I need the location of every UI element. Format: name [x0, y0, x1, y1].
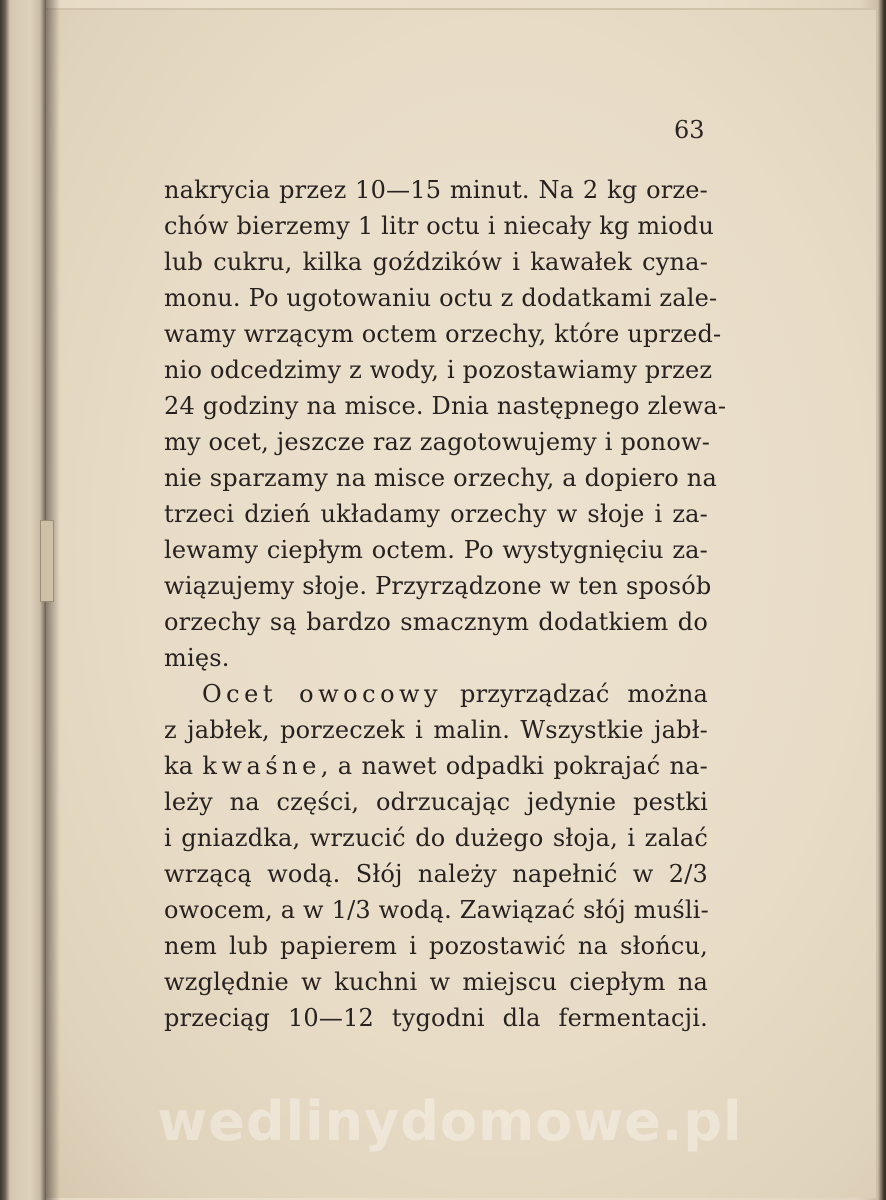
text-line: orzechy są bardzo smacznym dodatkiem do — [164, 608, 708, 636]
text-line: nie sparzamy na misce orzechy, a dopiero na — [164, 464, 717, 492]
text-line: wrzącą wodą. Słój należy napełnić w 2/3 — [164, 860, 708, 888]
text-line: przeciąg 10—12 tygodni dla fermentacji. — [164, 1004, 708, 1032]
text-span: przyrządzać można — [442, 680, 708, 708]
text-span: ka — [164, 752, 203, 780]
text-line: lub cukru, kilka goździków i kawałek cyna- — [164, 248, 708, 276]
text-line: monu. Po ugotowaniu octu z dodatkami zale- — [164, 284, 718, 312]
text-line: z jabłek, porzeczek i malin. Wszystkie jabł- — [164, 716, 708, 744]
text-line: leży na części, odrzucając jedynie pestki — [164, 788, 708, 816]
text-line: my ocet, jeszcze raz zagotowujemy i ponow- — [164, 428, 711, 456]
text-line — [164, 748, 708, 784]
text-line: 24 godziny na misce. Dnia następnego zlewa- — [164, 392, 727, 420]
text-line: lewamy ciepłym octem. Po wystygnięciu za- — [164, 536, 708, 564]
text-line: trzeci dzień układamy orzechy w słoje i za- — [164, 500, 708, 528]
binding-tape — [40, 520, 54, 602]
text-line: mięs. — [164, 644, 230, 672]
spaced-term: kwaśne — [202, 752, 321, 780]
text-line: nem lub papierem i pozostawić na słońcu, — [164, 932, 708, 960]
text-line: nakrycia przez 10—15 minut. Na 2 kg orze- — [164, 176, 708, 204]
text-span: , a nawet odpadki pokrajać na- — [320, 752, 708, 780]
watermark: wedlinydomowe.pl — [157, 1090, 743, 1153]
text-line — [164, 676, 708, 712]
text-line: względnie w kuchni w miejscu ciepłym na — [164, 968, 708, 996]
text-line: wiązujemy słoje. Przyrządzone w ten sposób — [164, 572, 712, 600]
spaced-term: Ocet owocowy — [202, 680, 443, 708]
text-line: i gniazdka, wrzucić do dużego słoja, i zalać — [164, 824, 708, 852]
page-number: 63 — [674, 116, 705, 144]
text-line: nio odcedzimy z wody, i pozostawiamy przez — [164, 356, 713, 384]
text-line: wamy wrzącym octem orzechy, które uprzed- — [164, 320, 722, 348]
text-line: chów bierzemy 1 litr octu i niecały kg miodu — [164, 212, 715, 240]
body-text — [164, 172, 727, 1036]
text-line: owocem, a w 1/3 wodą. Zawiązać słój muśli- — [164, 896, 709, 924]
